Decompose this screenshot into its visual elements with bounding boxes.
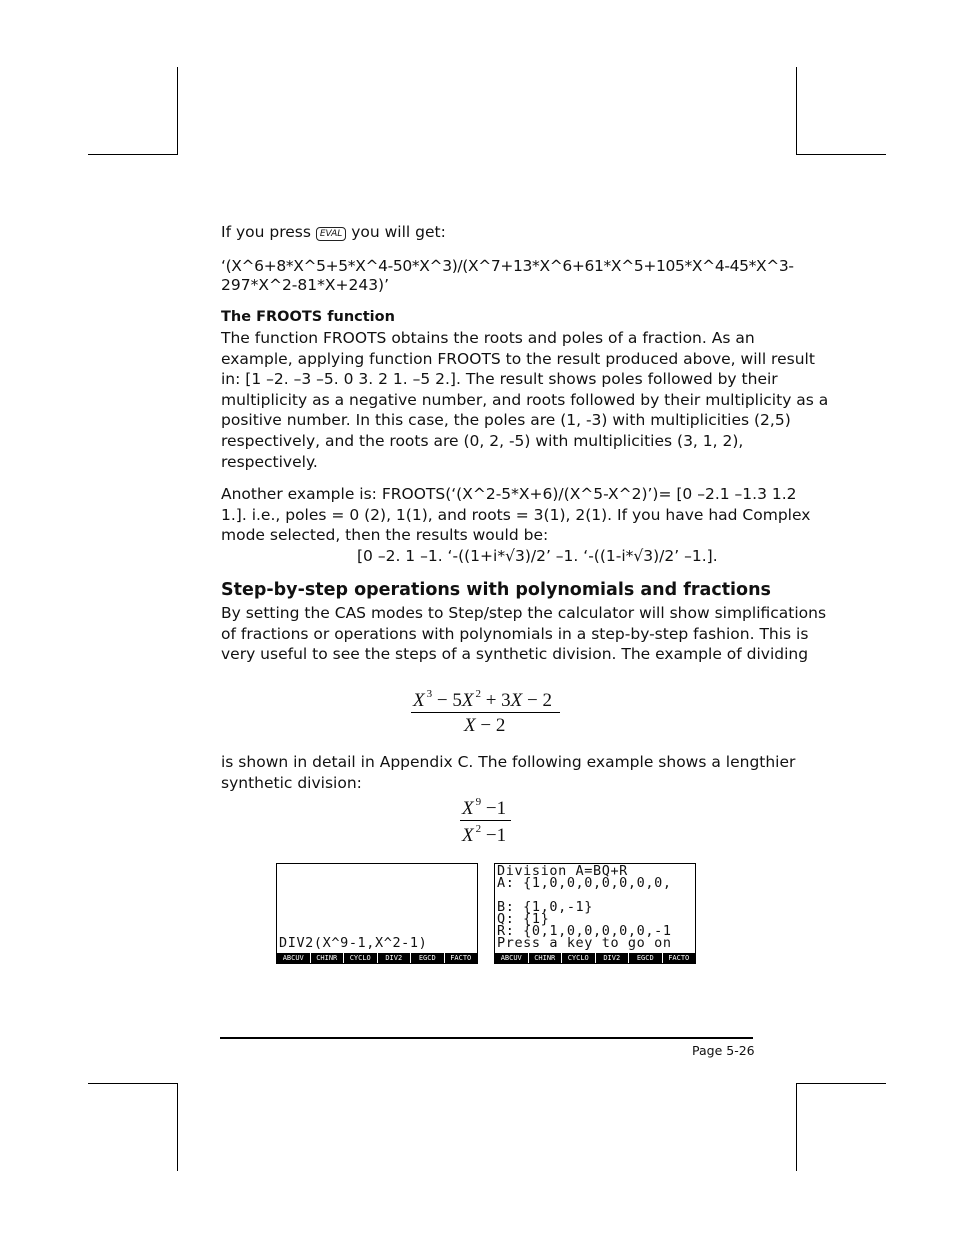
section-heading: Step-by-step operations with polynomials and fractions	[221, 580, 771, 600]
menu-key: EGCD	[411, 953, 444, 963]
screen-line: DIV2(X^9-1,X^2-1)	[279, 935, 428, 951]
menu-key: CHINR	[529, 953, 562, 963]
variable: X	[510, 690, 523, 711]
menu-key: FACTO	[663, 953, 696, 963]
froots-line: positive number. In this case, the poles are (1, -3) with multiplicities (2,5)	[221, 411, 791, 430]
soft-menu	[495, 953, 695, 963]
exponent: 3	[426, 688, 433, 700]
crop-mark	[796, 67, 797, 155]
fraction-bar	[460, 820, 511, 821]
exponent: 2	[475, 688, 481, 700]
exponent: 2	[475, 823, 482, 835]
screen-line: Press a key to go on	[497, 935, 672, 951]
froots-line: multiplicity as a negative number, and roots followed by their multiplicity as a	[221, 390, 829, 409]
froots-line: in: [1 –2. –3 –5. 0 3. 2 1. –5 2.]. The result shows poles followed by their	[221, 370, 778, 389]
example-line: 1.]. i.e., poles = 0 (2), 1(1), and roots = 3(1), 2(1). If you have had Complex	[221, 505, 811, 524]
menu-key: CHINR	[311, 953, 344, 963]
formula-2-denominator	[462, 823, 506, 847]
menu-key: CYCLO	[562, 953, 595, 963]
formula-1-denominator	[464, 715, 505, 737]
exponent: 9	[475, 796, 482, 808]
crop-mark	[796, 1083, 797, 1171]
calculator-screen-1	[276, 863, 478, 964]
screen-line: Q: {1}	[497, 911, 550, 927]
example-line: Another example is: FROOTS(‘(X^2-5*X+6)/(X^5-X^2)’)= [0 –2.1 –1.3 1.2	[221, 485, 797, 503]
formula-2-numerator	[462, 796, 506, 820]
expression-line-2: 297*X^2-81*X+243)’	[221, 276, 390, 294]
variable: X	[464, 715, 476, 736]
intro-after: you will get:	[351, 223, 446, 241]
term: − 2	[522, 690, 552, 711]
variable: X	[413, 690, 425, 711]
section-line: By setting the CAS modes to Step/step the calculator will show simplifications	[221, 604, 827, 622]
crop-mark	[177, 1083, 178, 1171]
variable: X	[462, 825, 474, 846]
calculator-screen-2	[494, 863, 696, 964]
variable: X	[462, 798, 474, 819]
froots-line: example, applying function FROOTS to the result produced above, will result	[221, 349, 815, 368]
complex-result: [0 –2. 1 –1. ‘-((1+i*√3)/2’ –1. ‘-((1-i*√3)/2’ –1.].	[357, 547, 718, 565]
menu-key: EGCD	[629, 953, 662, 963]
screen-line: A: {1,0,0,0,0,0,0,0,	[497, 875, 672, 891]
crop-mark	[177, 67, 178, 155]
footer-rule	[220, 1037, 753, 1039]
term: −1	[481, 825, 507, 846]
eval-key-icon: EVAL	[316, 227, 346, 241]
term: + 3	[480, 690, 511, 711]
intro-line	[221, 222, 446, 243]
menu-key: DIV2	[378, 953, 411, 963]
variable: X	[461, 690, 474, 711]
crop-mark	[796, 154, 886, 155]
froots-title: The FROOTS function	[221, 309, 395, 325]
froots-line: respectively, and the roots are (0, 2, -5) with multiplicities (3, 1, 2),	[221, 432, 744, 450]
froots-line: respectively.	[221, 452, 318, 471]
menu-key: ABCUV	[495, 953, 528, 963]
section-line: very useful to see the steps of a synthetic division. The example of dividing	[221, 645, 809, 664]
after-formula-line: synthetic division:	[221, 773, 362, 792]
screen-line: B: {1,0,-1}	[497, 899, 594, 915]
menu-key: DIV2	[596, 953, 629, 963]
section-line: of fractions or operations with polynomials in a step-by-step fashion. This is	[221, 624, 809, 643]
menu-key: ABCUV	[277, 953, 310, 963]
menu-key: FACTO	[445, 953, 478, 963]
fraction-bar	[411, 712, 560, 713]
froots-line: The function FROOTS obtains the roots and poles of a fraction. As an	[221, 329, 755, 347]
screen-line: Division A=BQ+R	[497, 863, 628, 879]
intro-before: If you press	[221, 223, 311, 241]
menu-key: CYCLO	[344, 953, 377, 963]
soft-menu	[277, 953, 477, 963]
crop-mark	[88, 154, 178, 155]
term: − 2	[475, 715, 506, 736]
after-formula-line: is shown in detail in Appendix C. The following example shows a lengthier	[221, 753, 796, 771]
term: − 5	[432, 690, 462, 711]
crop-mark	[88, 1083, 178, 1084]
page-number: Page 5-26	[692, 1043, 755, 1058]
crop-mark	[796, 1083, 886, 1084]
formula-1-numerator	[413, 688, 552, 712]
screen-line: R: {0,1,0,0,0,0,0,-1	[497, 923, 672, 939]
example-line: mode selected, then the results would be:	[221, 526, 549, 545]
term: −1	[481, 798, 507, 819]
expression-line-1: ‘(X^6+8*X^5+5*X^4-50*X^3)/(X^7+13*X^6+61*X^5+105*X^4-45*X^3-	[221, 257, 794, 275]
